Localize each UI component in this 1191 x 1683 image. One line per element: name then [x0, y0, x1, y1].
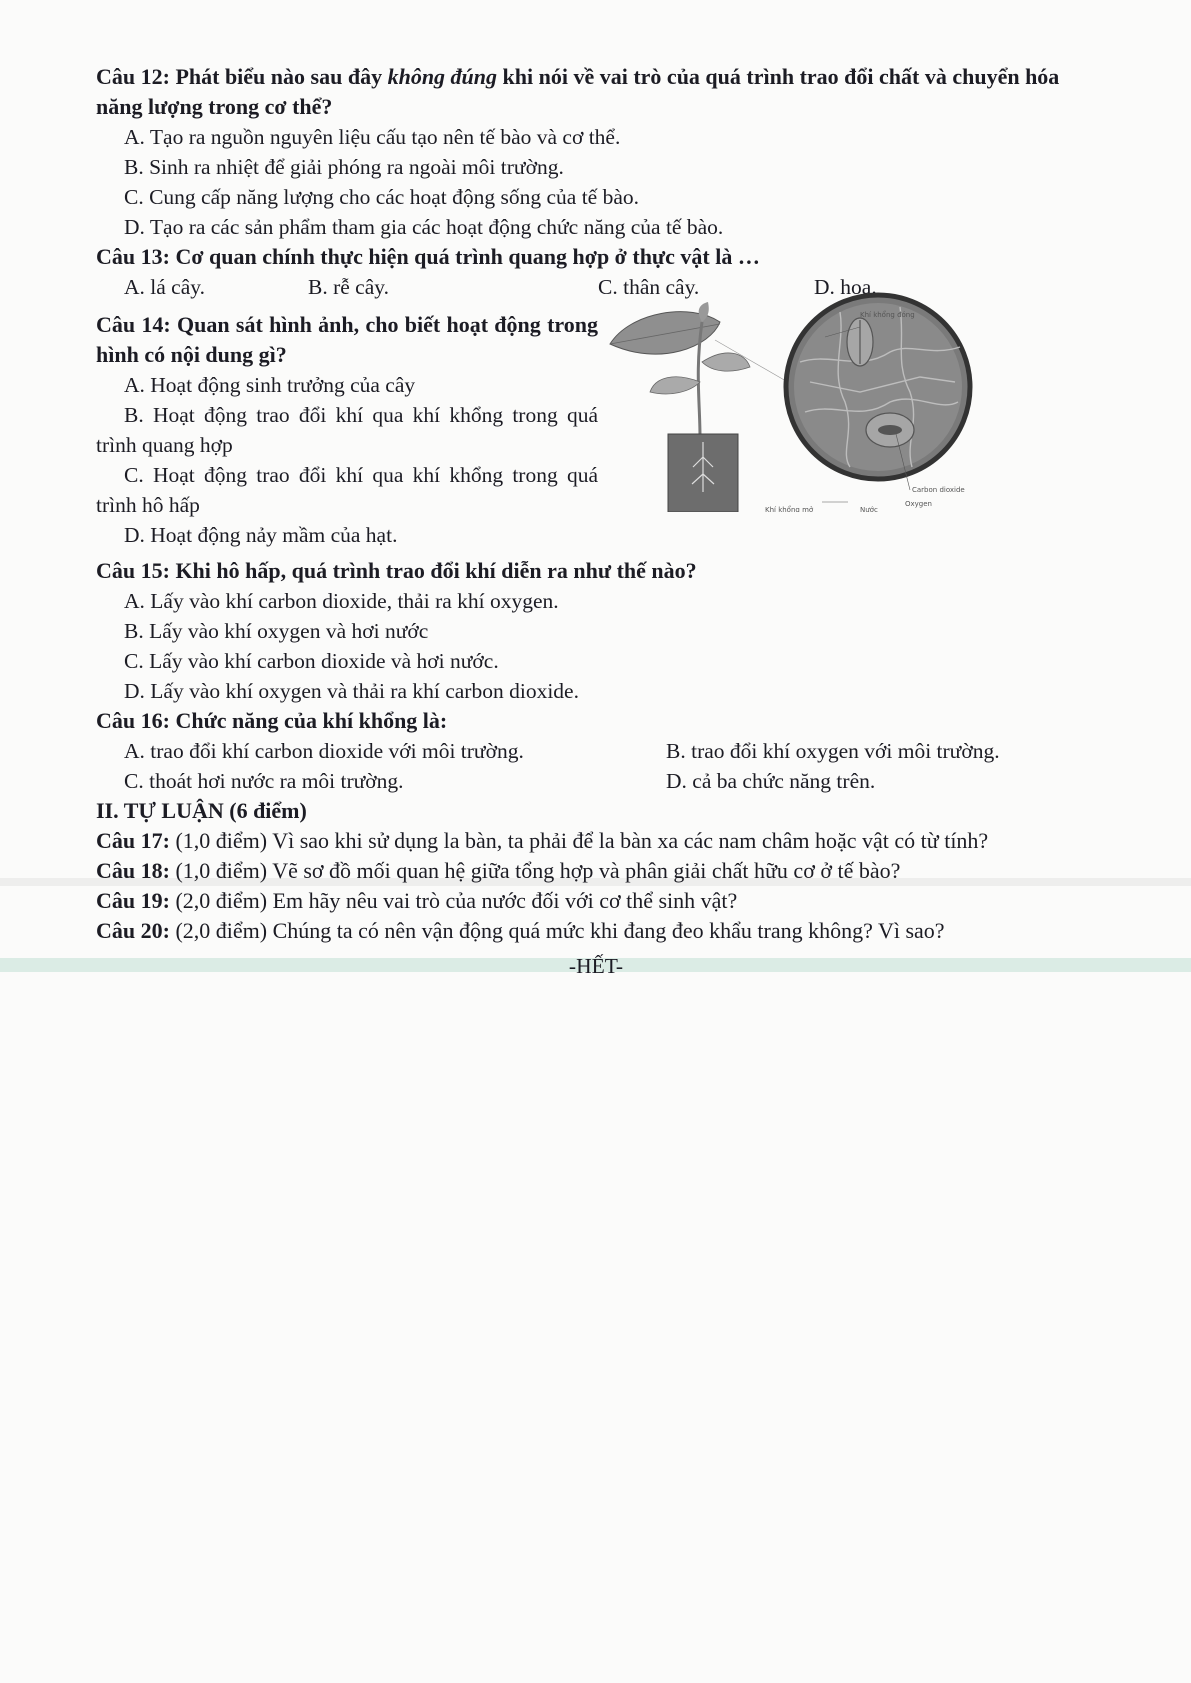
label-water: Nước [860, 506, 878, 512]
q17-label: Câu 17: [96, 828, 170, 853]
q20-label: Câu 20: [96, 918, 170, 943]
q15-option-b: B. Lấy vào khí oxygen và hơi nước [124, 619, 429, 643]
exam-page [96, 62, 1096, 979]
q14-option-a: A. Hoạt động sinh trưởng của cây [124, 373, 416, 397]
label-oxygen: Oxygen [905, 500, 932, 508]
q18-text: (1,0 điểm) Vẽ sơ đồ mối quan hệ giữa tổng hợp và phân giải chất hữu cơ ở tế bào? [169, 858, 901, 883]
q15-option-c: C. Lấy vào khí carbon dioxide và hơi nước. [124, 649, 499, 673]
q14-figure [560, 252, 1040, 512]
label-stoma-closed: Khí khổng đóng [860, 311, 915, 319]
plant-stem [698, 322, 702, 437]
q12-title-part2: khi nói về vai trò của quá trình trao đổi chất và chuyển hóa năng lượng trong cơ thể? [96, 64, 1060, 119]
section-essay-heading: II. TỰ LUẬN (6 điểm) [96, 798, 307, 823]
q12-option-b: B. Sinh ra nhiệt để giải phóng ra ngoài môi trường. [124, 155, 564, 179]
q16-option-c: C. thoát hơi nước ra môi trường. [124, 769, 404, 793]
q19-text: (2,0 điểm) Em hãy nêu vai trò của nước đối với cơ thể sinh vật? [169, 888, 738, 913]
q12-option-c: C. Cung cấp năng lượng cho các hoạt động sống của tế bào. [124, 185, 640, 209]
q12-title [96, 62, 1096, 122]
q13-title: Câu 13: Cơ quan chính thực hiện quá trình quang hợp ở thực vật là … [96, 244, 760, 269]
q13-option-c: C. thân cây. [598, 275, 700, 299]
q18 [96, 856, 1096, 886]
label-carbon-dioxide: Carbon dioxide [912, 486, 965, 494]
q13-option-d: D. hoa. [814, 275, 877, 299]
q16-row1 [96, 736, 1096, 766]
q17-text: (1,0 điểm) Vì sao khi sử dụng la bàn, ta phải để la bàn xa các nam châm hoặc vật có từ tính? [169, 828, 989, 853]
q14-block [96, 310, 598, 550]
q14-option-b: B. Hoạt động trao đổi khí qua khí khổng trong quá trình quang hợp [96, 403, 598, 457]
q14-option-d: D. Hoạt động nảy mầm của hạt. [124, 523, 398, 547]
q19-label: Câu 19: [96, 888, 170, 913]
q19 [96, 886, 1096, 916]
q12-option-d: D. Tạo ra các sản phẩm tham gia các hoạt động chức năng của tế bào. [124, 215, 724, 239]
q17 [96, 826, 1096, 856]
q13-option-b: B. rễ cây. [308, 275, 389, 299]
q16-option-a: A. trao đổi khí carbon dioxide với môi trường. [124, 739, 524, 763]
q18-label: Câu 18: [96, 858, 170, 883]
q15-option-a: A. Lấy vào khí carbon dioxide, thải ra khí oxygen. [124, 589, 559, 613]
q12-title-part1: Câu 12: Phát biểu nào sau đây [96, 64, 388, 89]
stomata-illustration [560, 252, 1040, 512]
q16-row2 [96, 766, 1096, 796]
q20 [96, 916, 1096, 946]
q16-option-b: B. trao đổi khí oxygen với môi trường. [666, 739, 1000, 763]
q16-option-d: D. cả ba chức năng trên. [666, 769, 876, 793]
q12-title-emphasis: không đúng [387, 64, 498, 89]
q14-option-c: C. Hoạt động trao đổi khí qua khí khổng trong quá trình hô hấp [96, 463, 598, 517]
q13-option-a: A. lá cây. [124, 275, 205, 299]
q15-title: Câu 15: Khi hô hấp, quá trình trao đổi khí diễn ra như thế nào? [96, 558, 697, 583]
end-marker: -HẾT- [568, 954, 624, 978]
q16-title: Câu 16: Chức năng của khí khổng là: [96, 708, 448, 733]
q15-option-d: D. Lấy vào khí oxygen và thải ra khí carbon dioxide. [124, 679, 579, 703]
q14-title: Câu 14: Quan sát hình ảnh, cho biết hoạt động trong hình có nội dung gì? [96, 312, 598, 367]
q20-text: (2,0 điểm) Chúng ta có nên vận động quá mức khi đang đeo khẩu trang không? Vì sao? [169, 918, 945, 943]
label-stoma-open: Khí khổng mở [765, 506, 814, 512]
q12-option-a: A. Tạo ra nguồn nguyên liệu cấu tạo nên tế bào và cơ thể. [124, 125, 621, 149]
